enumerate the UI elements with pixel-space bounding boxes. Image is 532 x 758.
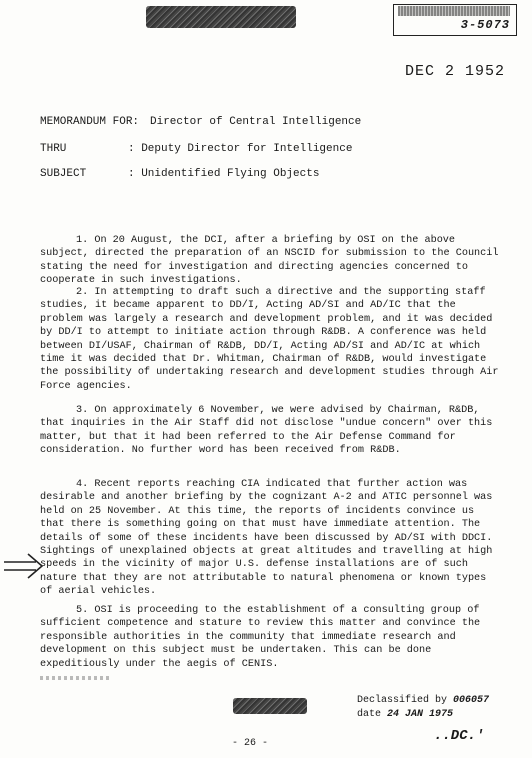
paragraph-4 bbox=[40, 478, 502, 599]
page-number: - 26 - bbox=[232, 738, 269, 749]
stamp-number: 3-5073 bbox=[460, 18, 510, 32]
top-redaction bbox=[146, 6, 296, 28]
declass-by-value: 006057 bbox=[453, 695, 490, 706]
control-stamp bbox=[393, 4, 517, 36]
stamp-header-smudge bbox=[398, 6, 510, 16]
paragraph-1-text: 1. On 20 August, the DCI, after a briefing by OSI on the above subject, directed the preparation of an NSCID for submission to the Council stating the need for investigation and directing agencies concerned to cooperate in such investigations. bbox=[40, 235, 499, 287]
memo-thru-row bbox=[40, 143, 352, 155]
paragraph-1 bbox=[40, 234, 502, 288]
memo-subject-label: SUBJECT bbox=[40, 168, 87, 180]
memo-subject-value: : Unidentified Flying Objects bbox=[128, 168, 320, 180]
declass-date-value: 24 JAN 1975 bbox=[387, 709, 454, 720]
paragraph-3 bbox=[40, 404, 502, 458]
declass-date-label: date bbox=[357, 709, 382, 720]
paragraph-5-text: 5. OSI is proceeding to the establishment of a consulting group of sufficient competence and stature to review this matter and convince the responsible authorities in the community that immediate research and development on this subject must be undertaken. This can be done expeditiously under the aegis of CENIS. bbox=[40, 605, 481, 670]
paragraph-2 bbox=[40, 286, 502, 393]
memo-for-value: Director of Central Intelligence bbox=[150, 116, 362, 128]
handwritten-scribble: ..DC.' bbox=[434, 728, 485, 744]
memo-for-label: MEMORANDUM FOR: bbox=[40, 116, 140, 128]
document-date: DEC 2 1952 bbox=[405, 63, 506, 80]
paragraph-4-text: 4. Recent reports reaching CIA indicated that further action was desirable and another briefing by the cognizant A-2 and ATIC personnel was held on 25 November. At this time, the reports of incidents convince us that there is something going on that must have immediate attention. The details of some of these incidents have been discussed by AD/SI with DDCI. Sightings of unexplained objects at great altitudes and travelling at high speeds in the vicinity of major U.S. defense installations are of such nature that they are not attributable to natural phenomena or known types of aerial vehicles. bbox=[40, 479, 493, 598]
paragraph-5 bbox=[40, 604, 502, 671]
paragraph-3-text: 3. On approximately 6 November, we were advised by Chairman, R&DB, that inquiries in the Air Staff did not disclose "undue concern" over this matter, but that it had been referred to the Air Defense Command for consideration. No further word has been received from R&DB. bbox=[40, 405, 493, 457]
memo-subject-row bbox=[40, 168, 319, 180]
paragraph-2-text: 2. In attempting to draft such a directive and the supporting staff studies, it became apparent to DD/I, Acting AD/SI and AD/IC that the problem was largely a research and development problem, and it was decided by DD/I to attempt to initiate action through R&DB. A conference was held between DI/USAF, Chairman of R&DB, DD/I, Acting AD/SI and AD/IC at which time it was decided that Dr. Whitman, Chairman of R&DB, would investigate the possibility of undertaking research and development studies through Air Force agencies. bbox=[40, 287, 499, 392]
declass-by-label: Declassified by bbox=[357, 695, 448, 706]
memo-thru-label: THRU bbox=[40, 143, 67, 155]
footer-redaction bbox=[233, 698, 307, 714]
memo-for-row bbox=[40, 116, 361, 128]
declassification-block bbox=[357, 694, 489, 722]
ink-smudge bbox=[40, 676, 110, 680]
handwritten-arrow-icon bbox=[2, 548, 44, 582]
memo-thru-value: : Deputy Director for Intelligence bbox=[128, 143, 353, 155]
